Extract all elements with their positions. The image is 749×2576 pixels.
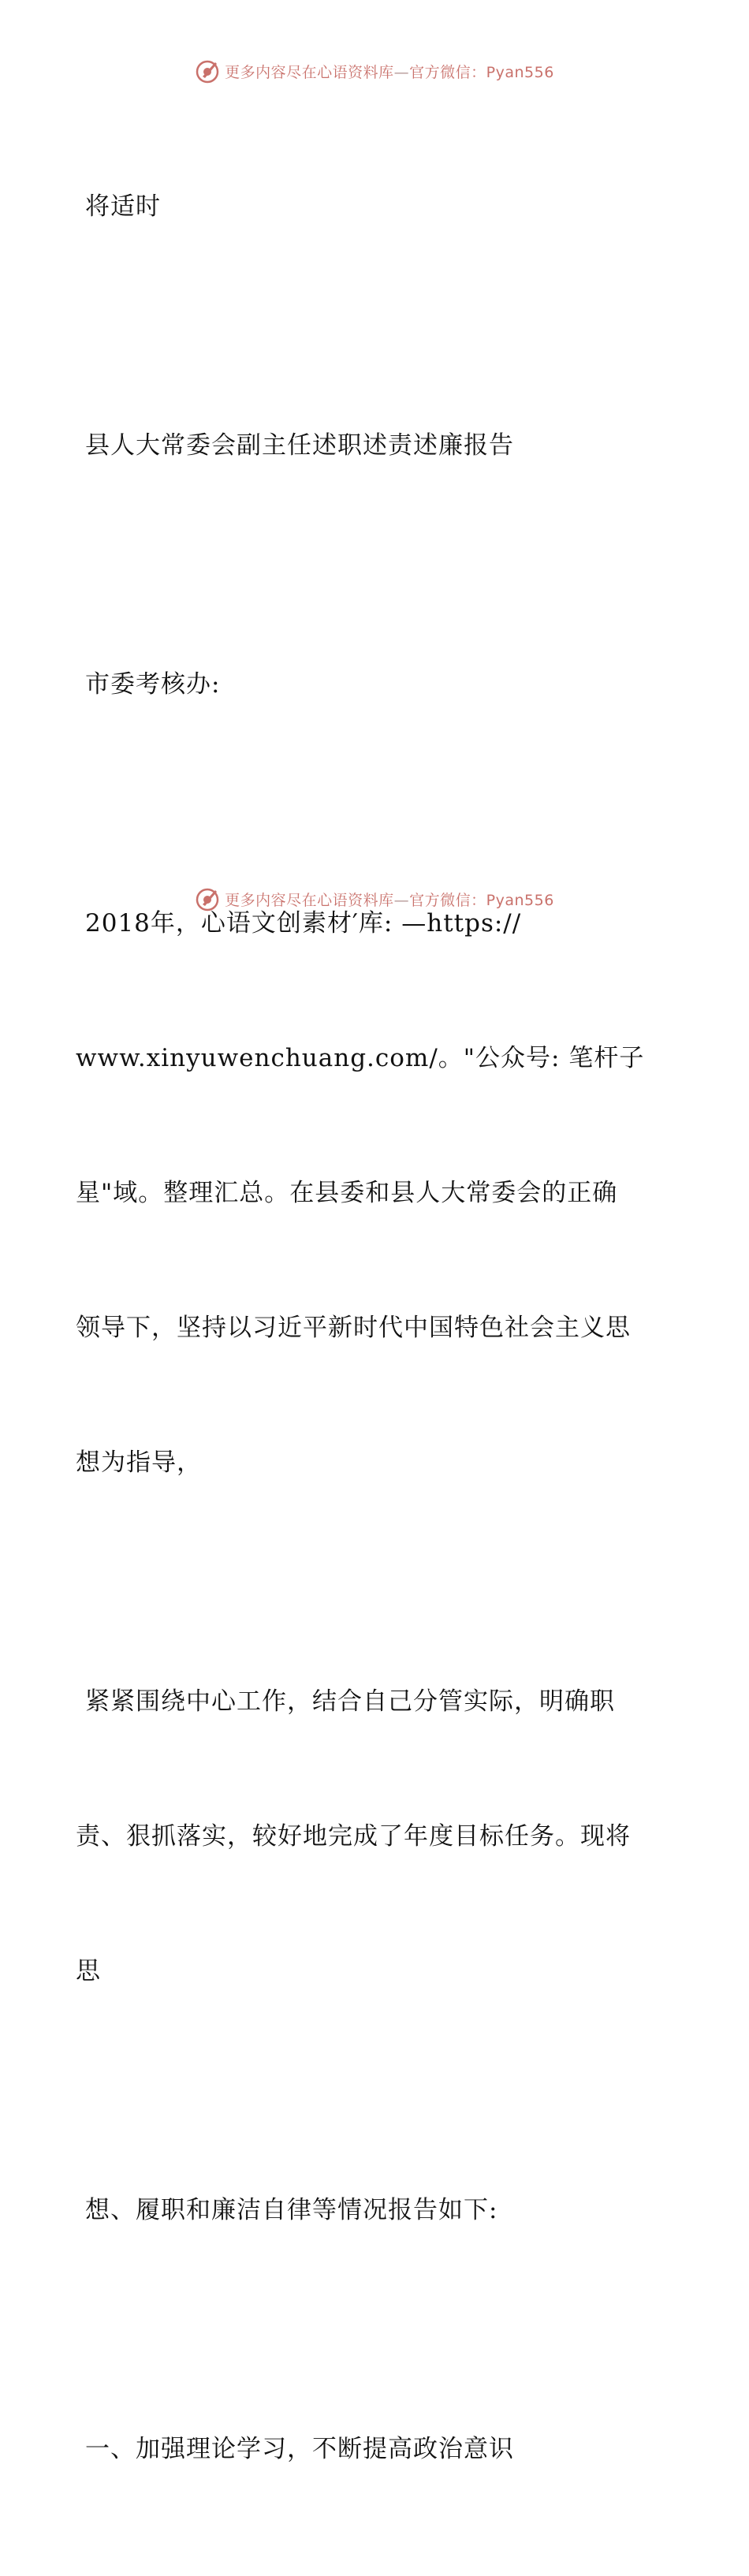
watermark-text: 更多内容尽在心语资料库—官方微信：Pyan556 — [225, 891, 554, 909]
footer-watermark — [0, 885, 749, 913]
paragraph: 紧紧围绕中心工作，结合自己分管实际，明确职 责、狠抓落实，较好地完成了年度目标任务。现将 思 — [76, 1687, 631, 1985]
report-title: 县人大常委会副主任述职述责述廉报告 — [85, 431, 514, 460]
section-heading: 一、加强理论学习，不断提高政治意识 — [85, 2435, 514, 2463]
watermark-text: 更多内容尽在心语资料库—官方微信：Pyan556 — [225, 63, 554, 81]
paragraph: 将适时 — [85, 192, 161, 221]
header-watermark — [0, 57, 749, 85]
salutation: 市委考核办: — [85, 670, 221, 699]
document-body — [76, 95, 675, 2576]
quill-logo-icon — [195, 58, 222, 84]
quill-logo-icon — [195, 885, 222, 912]
paragraph: 2018年，心语文创素材′库: —https:// www.xinyuwenchuang.com/。"公众号: 笔杆子 星"域。整理汇总。在县委和县人大常委会的正确 领导下，坚持以习近平新时代中国特色社会主义思 想为指导， — [76, 909, 645, 1477]
paragraph: 想、履职和廉洁自律等情况报告如下: — [85, 2196, 498, 2224]
